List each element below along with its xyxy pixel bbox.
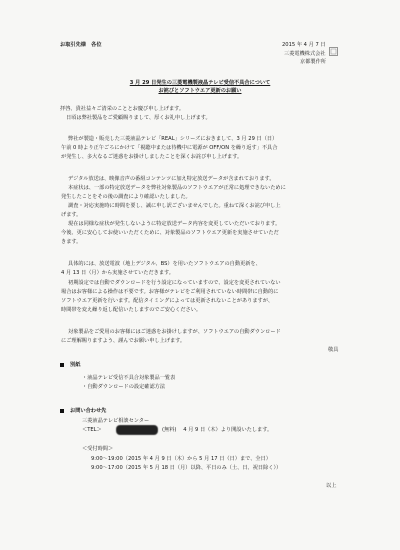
body-line: にご理解賜りますよう、謹んでお願い申し上げます。 — [61, 338, 186, 344]
closing: 敬具 — [328, 347, 339, 353]
body-line: 拝啓、貴社益々ご清栄のこととお慶び申し上げます。 — [60, 106, 185, 112]
attachments-heading: 別紙 — [70, 362, 81, 368]
body-line: 本症状は、一部の特定放送データを弊社対象製品のソフトウエアが正常に処理できないために — [68, 185, 286, 191]
body-line: 初期設定では自動でダウンロードを行う設定になっていますので、設定を変更されていない — [68, 280, 281, 286]
company-seal-icon — [329, 47, 338, 56]
company-name: 三菱電機株式会社 — [284, 51, 326, 57]
body-line: ソフトウエア更新を行います。配信タイミングによっては更新されないことがありますが、 — [61, 298, 274, 304]
addressee: お取引先様 各位 — [60, 42, 102, 48]
body-line: 日頃は弊社製品をご愛顧賜りまして、厚くお礼申し上げます。 — [66, 115, 211, 121]
bullet-square-icon — [60, 363, 64, 367]
body-line: 今後、更に安心してお使いいただくために、対象製品のソフトウエア更新を実施させていただ — [61, 230, 279, 236]
body-line: きます。 — [61, 239, 82, 245]
title-line-1: 3 月 29 日発生の三菱電機製液晶テレビ受信不具合について — [129, 80, 271, 86]
body-line: 具体的には、放送電波（地上デジタル、BS）を用いたソフトウエアの自動更新を、 — [68, 261, 261, 267]
body-line: 調査・対応実施時に時間を要し、誠に申し訳ございませんでした。重ねて深くお詫び申し上 — [68, 203, 281, 209]
body-line: 4 月 13 日（月）から実施させていただきます。 — [61, 270, 174, 276]
contact-heading: お問い合わせ先 — [70, 408, 107, 414]
date: 2015 年 4 月 7 日 — [282, 42, 326, 48]
attachment-item: ・液晶テレビ受信不具合対象製品一覧表 — [82, 375, 176, 381]
body-line: 発生したことをその後の調査により確認いたしました。 — [61, 194, 191, 200]
attachment-item: ・自動ダウンロードの設定確認方法 — [82, 384, 166, 390]
footer-end: 以上 — [326, 483, 337, 489]
body-line: げます。 — [61, 212, 82, 218]
department: 京都製作所 — [300, 59, 326, 65]
bullet-square-icon — [60, 409, 64, 413]
hours-line: 9:00〜17:00（2015 年 5 月 18 日（月）以降、平日のみ（土、日、祝日除く）） — [91, 465, 282, 471]
support-center: 三菱液晶テレビ相談センター — [82, 418, 150, 424]
hours-line: 9:00〜19:00（2015 年 4 月 9 日（木）から 5 月 17 日（日）まで、全日） — [91, 456, 271, 462]
tel-label: ＜TEL＞ — [82, 427, 102, 433]
body-line: 弊社が製造・販売した三菱液晶テレビ「REAL」シリーズにおきまして、3 月 29 日（日） — [68, 136, 278, 142]
redacted-phone-number — [117, 426, 157, 434]
title-line-2: お詫びとソフトウエア更新のお願い — [158, 88, 242, 94]
hours-label: ＜受付時間＞ — [82, 446, 114, 452]
tel-note: (無料) 4 月 9 日（木）より開設いたします。 — [162, 427, 273, 433]
body-line: 午前 0 時より正午ごろにかけて「視聴中または待機中に電源が OFF/ON を繰り返す」不具合 — [61, 145, 278, 151]
body-line: デジタル放送は、映像音声の番組コンテンツに加え特定放送データが含まれております。 — [68, 176, 275, 182]
body-line: 現在は同様な症状が発生しないように特定放送データ内容を変更していただいております。 — [68, 221, 281, 227]
body-line: が発生し、多大なるご迷惑をお掛けしましたことを深くお詫び申し上げます。 — [61, 154, 243, 160]
body-line: 場合はお客様による操作は不要です。お客様がテレビをご利用されていない時間帯に自動的に — [61, 289, 279, 295]
body-line: 時間帯を変え繰り返し配信いたしますのでご安心ください。 — [61, 307, 202, 313]
body-line: 対象製品をご愛用のお客様にはご迷惑をお掛けしますが、ソフトウエアの自動ダウンロード — [68, 329, 281, 335]
